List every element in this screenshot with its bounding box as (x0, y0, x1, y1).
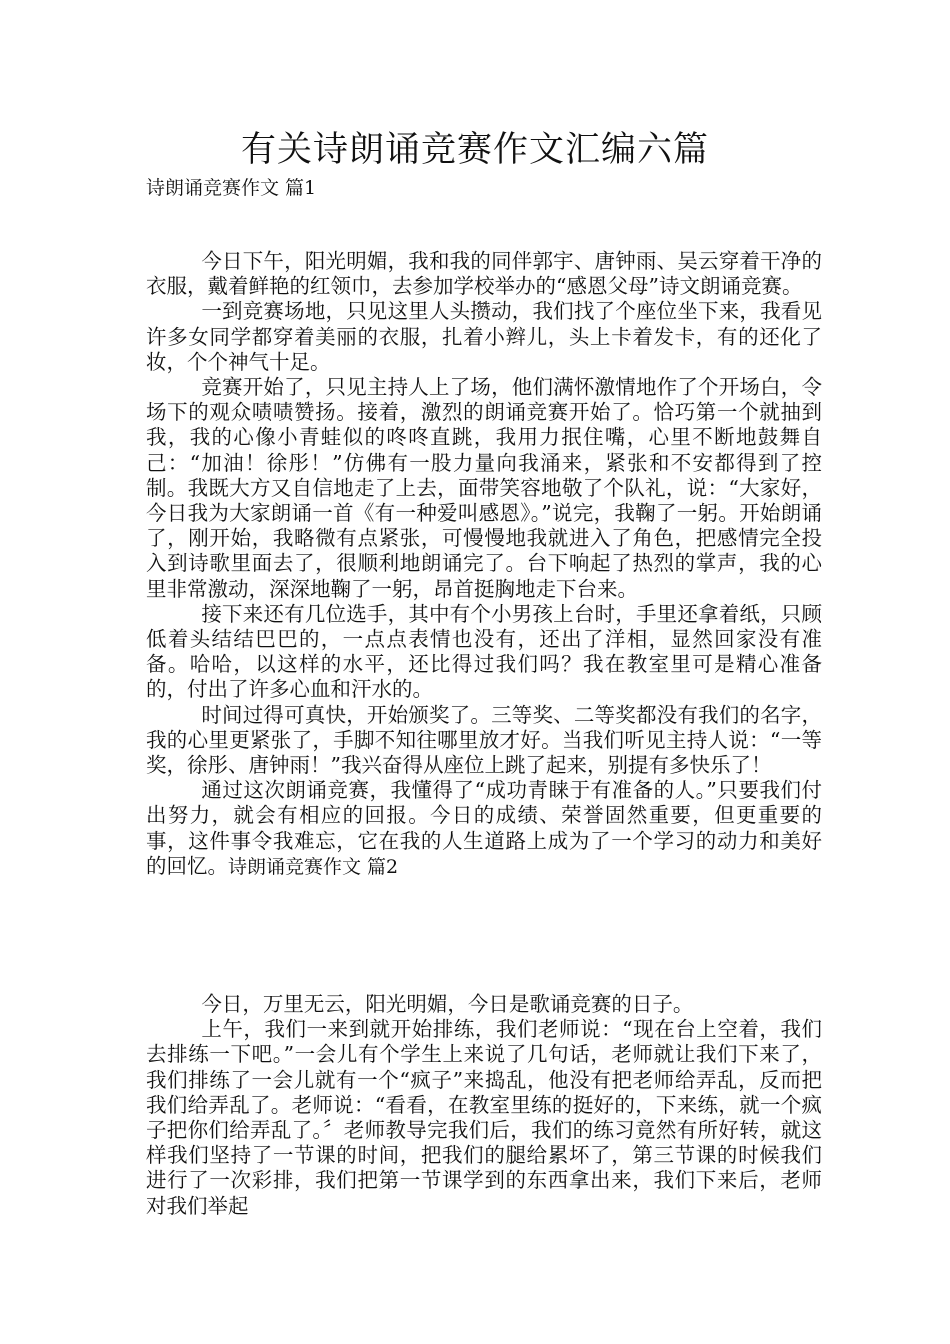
paragraph-text: 通过这次朗诵竞赛，我懂得了“成功青睐于有准备的人。”只要我们付出努力，就会有相应的回报。今日的成绩、荣誉固然重要，但更重要的事，这件事令我难忘，它在我的人生道路上成为了一个学习的动力和美好的回忆。 (146, 778, 822, 878)
paragraph: 接下来还有几位选手，其中有个小男孩上台时，手里还拿着纸，只顾低着头结结巴巴的，一点点表情也没有，还出了洋相，显然回家没有准备。哈哈，以这样的水平，还比得过我们吗？我在教室里可是精心准备的，付出了许多心血和汗水的。 (146, 601, 822, 702)
section-heading-1: 诗朗诵竞赛作文 篇1 (146, 177, 317, 199)
paragraph: 今日下午，阳光明媚，我和我的同伴郭宇、唐钟雨、吴云穿着干净的衣服，戴着鲜艳的红领巾，去参加学校举办的“感恩父母”诗文朗诵竞赛。 (146, 249, 822, 299)
paragraph: 一到竞赛场地，只见这里人头攒动，我们找了个座位坐下来，我看见许多女同学都穿着美丽的衣服，扎着小辫儿，头上卡着发卡，有的还化了妆，个个神气十足。 (146, 299, 822, 374)
paragraph: 今日，万里无云，阳光明媚，今日是歌诵竞赛的日子。 (201, 992, 694, 1016)
paragraph: 上午，我们一来到就开始排练，我们老师说：“现在台上空着，我们去排练一下吧。”一会儿有个学生上来说了几句话，老师就让我们下来了，我们排练了一会儿就有一个“疯子”来捣乱，他没有把老师给弄乱，反而把我们给弄乱了。老师说：“看看，在教室里练的挺好的，下来练，就一个疯子把你们给弄乱了。〞老师教导完我们后，我们的练习竟然有所好转，就这样我们坚持了一节课的时间，把我们的腿给累坏了，第三节课的时候我们进行了一次彩排，我们把第一节课学到的东西拿出来，我们下来后，老师对我们举起 (146, 1017, 822, 1218)
document-title: 有关诗朗诵竞赛作文汇编六篇 (240, 130, 709, 170)
section-heading-2: 诗朗诵竞赛作文 篇2 (228, 855, 399, 878)
paragraph-with-inline-heading (146, 778, 822, 880)
paragraph: 竞赛开始了，只见主持人上了场，他们满怀激情地作了个开场白，令场下的观众啧啧赞扬。接着，激烈的朗诵竞赛开始了。恰巧第一个就抽到我，我的心像小青蛙似的咚咚直跳，我用力抿住嘴，心里不断地鼓舞自己：“加油！徐彤！”仿佛有一股力量向我涌来，紧张和不安都得到了控制。我既大方又自信地走了上去，面带笑容地敬了个队礼，说：“大家好，今日我为大家朗诵一首《有一种爱叫感恩》。”说完，我鞠了一躬。开始朗诵了，刚开始，我略微有点紧张，可慢慢地我就进入了角色，把感情完全投入到诗歌里面去了，很顺利地朗诵完了。台下响起了热烈的掌声，我的心里非常激动，深深地鞠了一躬，昂首挺胸地走下台来。 (146, 375, 822, 601)
paragraph: 时间过得可真快，开始颁奖了。三等奖、二等奖都没有我们的名字，我的心里更紧张了，手脚不知往哪里放才好。当我们听见主持人说：“一等奖，徐彤、唐钟雨！”我兴奋得从座位上跳了起来，别提有多快乐了！ (146, 702, 822, 778)
section-1-body (146, 249, 822, 880)
section-2-body (146, 992, 822, 1219)
